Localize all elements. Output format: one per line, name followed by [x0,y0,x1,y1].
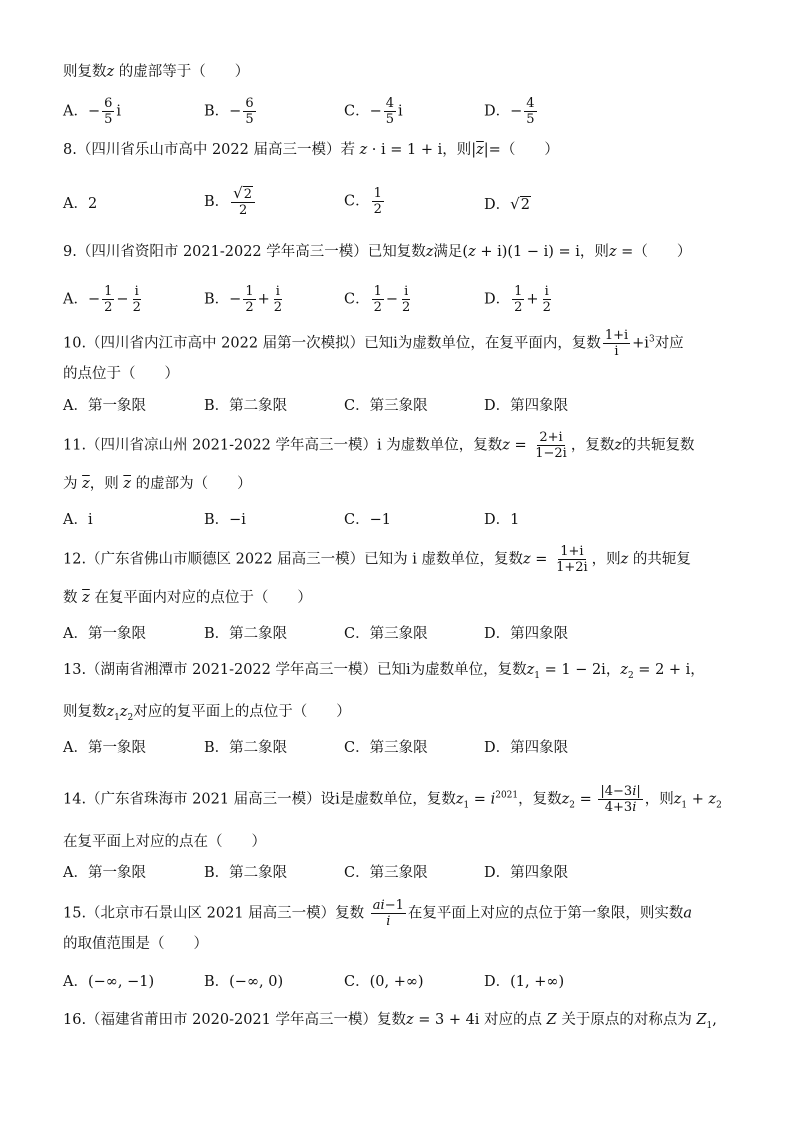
q10-stem-2: 的点位于（ ） [63,366,179,382]
q11-option-d[interactable]: D．1 [484,512,520,528]
q8-option-b[interactable]: B． $\frac{√2}{2}$ [204,186,257,218]
q15-option-b[interactable]: B．(−∞, 0) [204,974,284,990]
q9-option-b[interactable]: B．− $\frac{1}{2}$ + $\frac{i}{2}$ [204,284,283,315]
q13-stem-2: 则复数$z_1z_2$对应的复平面上的点位于（ ） [63,704,351,723]
q9-stem: 9.（四川省资阳市 2021-2022 学年高三一模）已知复数z满足(z + i)(1 − i) = i，则z =（ ） [63,244,692,260]
q11-option-a[interactable]: A．i [63,512,93,528]
q9-option-d[interactable]: D． $\frac{1}{2}$ + $\frac{i}{2}$ [484,284,551,315]
q7-option-d[interactable]: D．− $\frac{4}{5}$ [484,96,535,127]
q12-stem-2: 数 $\overline{z}$ 在复平面内对应的点位于（ ） [63,590,312,606]
q14-option-c[interactable]: C．第三象限 [344,865,428,881]
q10-option-c[interactable]: C．第三象限 [344,398,428,414]
q10-stem-1: 10.（四川省内江市高中 2022 届第一次模拟）已知i为虚数单位，在复平面内，复数 $\frac{1+i}{i}$ $+i^3$对应 [63,328,684,359]
q10-option-d[interactable]: D．第四象限 [484,398,569,414]
q15-option-a[interactable]: A．(−∞, −1) [63,974,155,990]
q11-option-c[interactable]: C．−1 [344,512,391,528]
q13-option-c[interactable]: C．第三象限 [344,740,428,756]
q10-option-a[interactable]: A．第一象限 [63,398,146,414]
q13-option-a[interactable]: A．第一象限 [63,740,146,756]
q8-option-a[interactable]: A．2 [63,196,98,212]
q14-stem-2: 在复平面上对应的点在（ ） [63,834,266,850]
q14-stem-1: 14.（广东省珠海市 2021 届高三一模）设i是虚数单位，复数$z_1 = i^{2021}$，复数$z_2$ = $\frac{|4-3i|}{4+3i}$ ，则$z_1 + z_2$ [63,784,722,815]
q11-stem-2: 为 $\overline{z}$，则 $\overline{z}$ 的虚部为（ ） [63,476,252,492]
q15-stem-2: 的取值范围是（ ） [63,936,208,952]
q8-option-c[interactable]: C． $\frac{1}{2}$ [344,186,382,217]
q9-option-c[interactable]: C． $\frac{1}{2}$ − $\frac{i}{2}$ [344,284,411,315]
q15-option-d[interactable]: D．(1, +∞) [484,974,565,990]
q12-option-b[interactable]: B．第二象限 [204,626,288,642]
q16-stem-1: 16.（福建省莆田市 2020-2021 学年高三一模）复数z = 3 + 4i 对应的点 Z 关于原点的对称点为 $Z_1$, [63,1012,717,1031]
q12-option-a[interactable]: A．第一象限 [63,626,146,642]
q13-option-d[interactable]: D．第四象限 [484,740,569,756]
q7-option-b[interactable]: B．− $\frac{6}{5}$ [204,96,254,127]
q10-option-b[interactable]: B．第二象限 [204,398,288,414]
q11-option-b[interactable]: B．−i [204,512,246,528]
q15-stem-1: 15.（北京市石景山区 2021 届高三一模）复数 $\frac{ai-1}{i}$ 在复平面上对应的点位于第一象限，则实数a [63,898,693,929]
q7-option-c[interactable]: C．− $\frac{4}{5}$ i [344,96,403,127]
q11-stem-1: 11.（四川省凉山州 2021-2022 学年高三一模）i 为虚数单位，复数z = $\frac{2+i}{1-2i}$ ，复数z的共轭复数 [63,430,695,461]
q13-option-b[interactable]: B．第二象限 [204,740,288,756]
q8-stem: 8.（四川省乐山市高中 2022 届高三一模）若 z · i = 1 + i，则$|\overline{z}|=$（ ） [63,142,559,158]
q12-option-c[interactable]: C．第三象限 [344,626,428,642]
q14-option-a[interactable]: A．第一象限 [63,865,146,881]
q7-stem: 则复数z 的虚部等于（ ） [63,64,250,80]
q9-option-a[interactable]: A．− $\frac{1}{2}$ − $\frac{i}{2}$ [63,284,141,315]
q12-stem-1: 12.（广东省佛山市顺德区 2022 届高三一模）已知为 i 虚数单位，复数z = $\frac{1+i}{1+2i}$ ，则z 的共轭复 [63,544,691,575]
q8-option-d[interactable]: D．√2 [484,195,530,213]
q7-option-a[interactable]: A．− $\frac{6}{5}$ i [63,96,122,127]
q14-option-d[interactable]: D．第四象限 [484,865,569,881]
q12-option-d[interactable]: D．第四象限 [484,626,569,642]
q14-option-b[interactable]: B．第二象限 [204,865,288,881]
q15-option-c[interactable]: C．(0, +∞) [344,974,424,990]
q13-stem-1: 13.（湖南省湘潭市 2021-2022 学年高三一模）已知i为虚数单位，复数$z_1 = 1 - 2i$，$z_2 = 2 + i$， [63,662,705,681]
